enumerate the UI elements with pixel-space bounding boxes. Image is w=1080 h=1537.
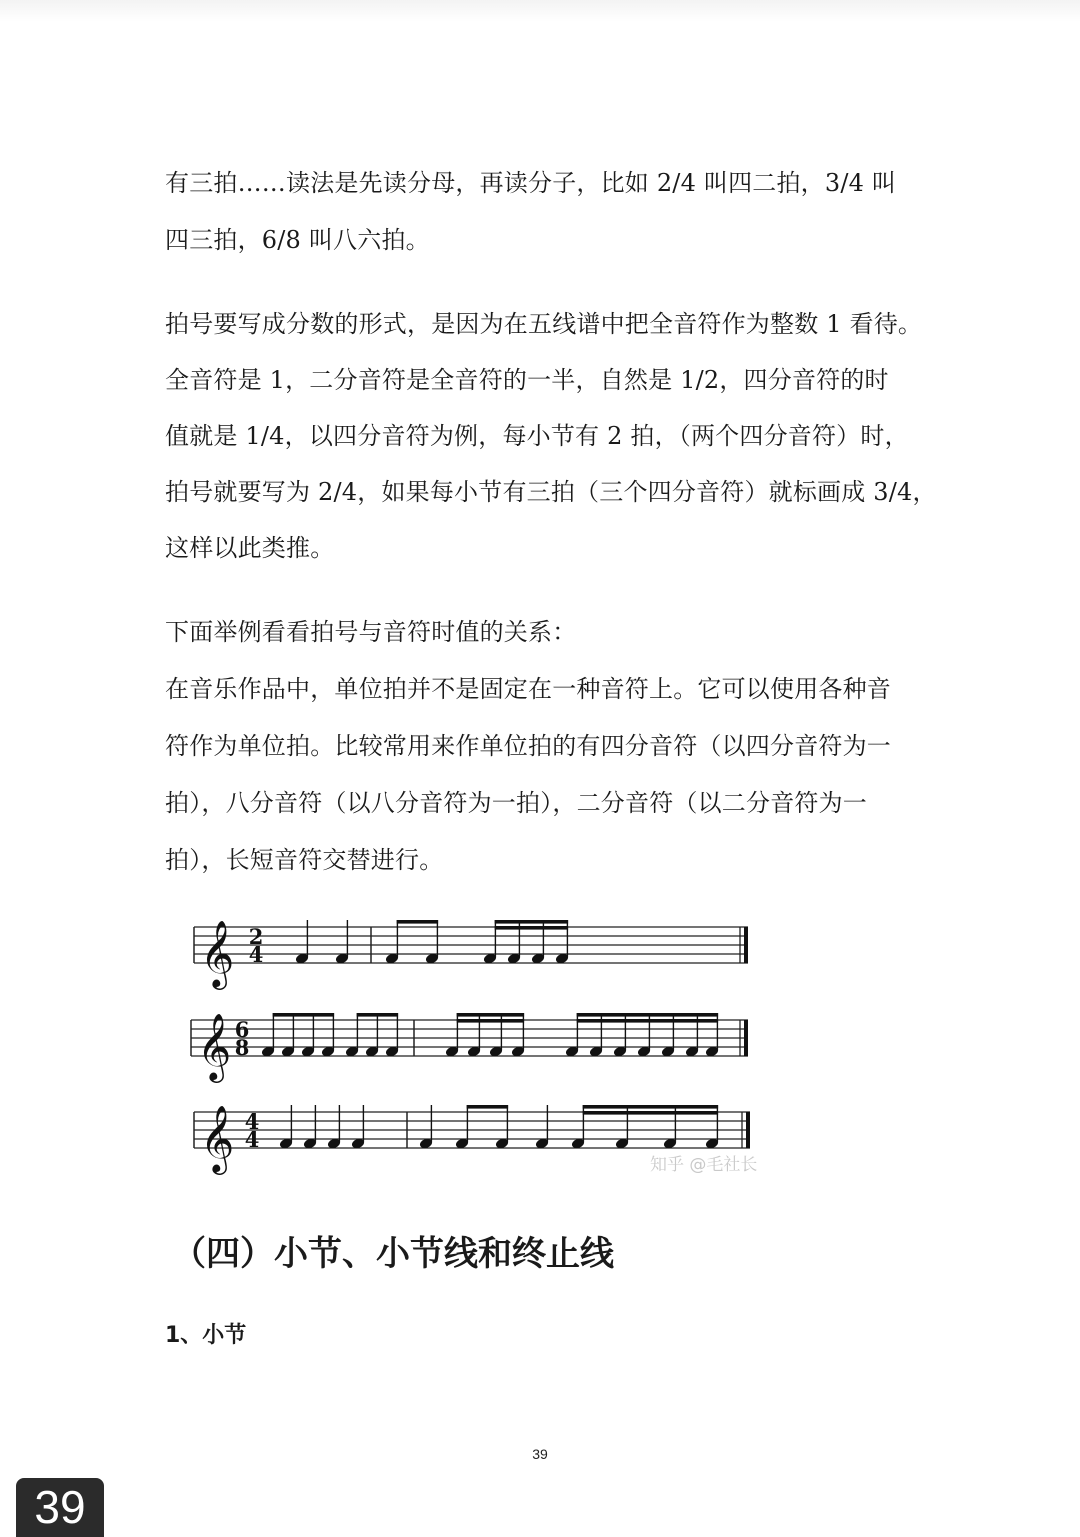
text-line: 符作为单位拍。比较常用来作单位拍的有四分音符（以四分音符为一 (165, 732, 891, 760)
subheading-measure: 1、小节 (165, 1323, 247, 1348)
text-line: 拍号就要写为 2/4，如果每小节有三拍（三个四分音符）就标画成 3/4， (165, 478, 937, 506)
text-line: 值就是 1/4，以四分音符为例，每小节有 2 拍，（两个四分音符）时， (165, 422, 909, 450)
time-signature-top: 4 (244, 1109, 260, 1134)
text-line: 下面举例看看拍号与音符时值的关系： (165, 618, 577, 646)
page-number: 39 (532, 1446, 548, 1462)
note-beam (495, 926, 568, 930)
text-line: 在音乐作品中，单位拍并不是固定在一种音符上。它可以使用各种音 (165, 675, 891, 703)
page-counter-badge: 39 (16, 1478, 104, 1537)
treble-clef-icon: 𝄞 (200, 1104, 235, 1172)
note-beam (273, 1013, 334, 1017)
time-signature-bottom: 4 (248, 942, 264, 967)
time-signature-top: 2 (248, 924, 264, 949)
staff-6-8 (191, 1012, 748, 1083)
treble-clef-icon: 𝄞 (200, 919, 235, 987)
time-signature-bottom: 8 (234, 1035, 250, 1060)
note-beam (577, 1019, 718, 1023)
note-beam (457, 1019, 524, 1023)
text-line: 这样以此类推。 (165, 534, 335, 562)
time-signature-top: 6 (234, 1017, 250, 1042)
text-line: 拍），长短音符交替进行。 (165, 846, 444, 874)
note-beam (357, 1013, 398, 1017)
note-beam (457, 1013, 524, 1017)
note-beam (583, 1111, 718, 1115)
time-signature-bottom: 4 (244, 1127, 260, 1152)
text-line: 有三拍……读法是先读分母，再读分子，比如 2/4 叫四二拍，3/4 叫 (165, 169, 897, 197)
text-line: 全音符是 1，二分音符是全音符的一半，自然是 1/2，四分音符的时 (165, 366, 889, 394)
note-beam (577, 1013, 718, 1017)
watermark: 知乎 @毛社长 (650, 1155, 758, 1175)
text-line: 四三拍，6/8 叫八六拍。 (165, 226, 430, 254)
note-beam (583, 1105, 718, 1109)
note-beam (467, 1105, 508, 1109)
section-heading: （四）小节、小节线和终止线 (172, 1234, 614, 1274)
text-line: 拍），八分音符（以八分音符为一拍），二分音符（以二分音符为一 (165, 789, 867, 817)
note-beam (397, 920, 438, 924)
note-beam (495, 920, 568, 924)
staff-2-4 (194, 919, 748, 990)
text-line: 拍号要写成分数的形式，是因为在五线谱中把全音符作为整数 1 看待。 (165, 310, 923, 338)
treble-clef-icon: 𝄞 (197, 1012, 232, 1080)
